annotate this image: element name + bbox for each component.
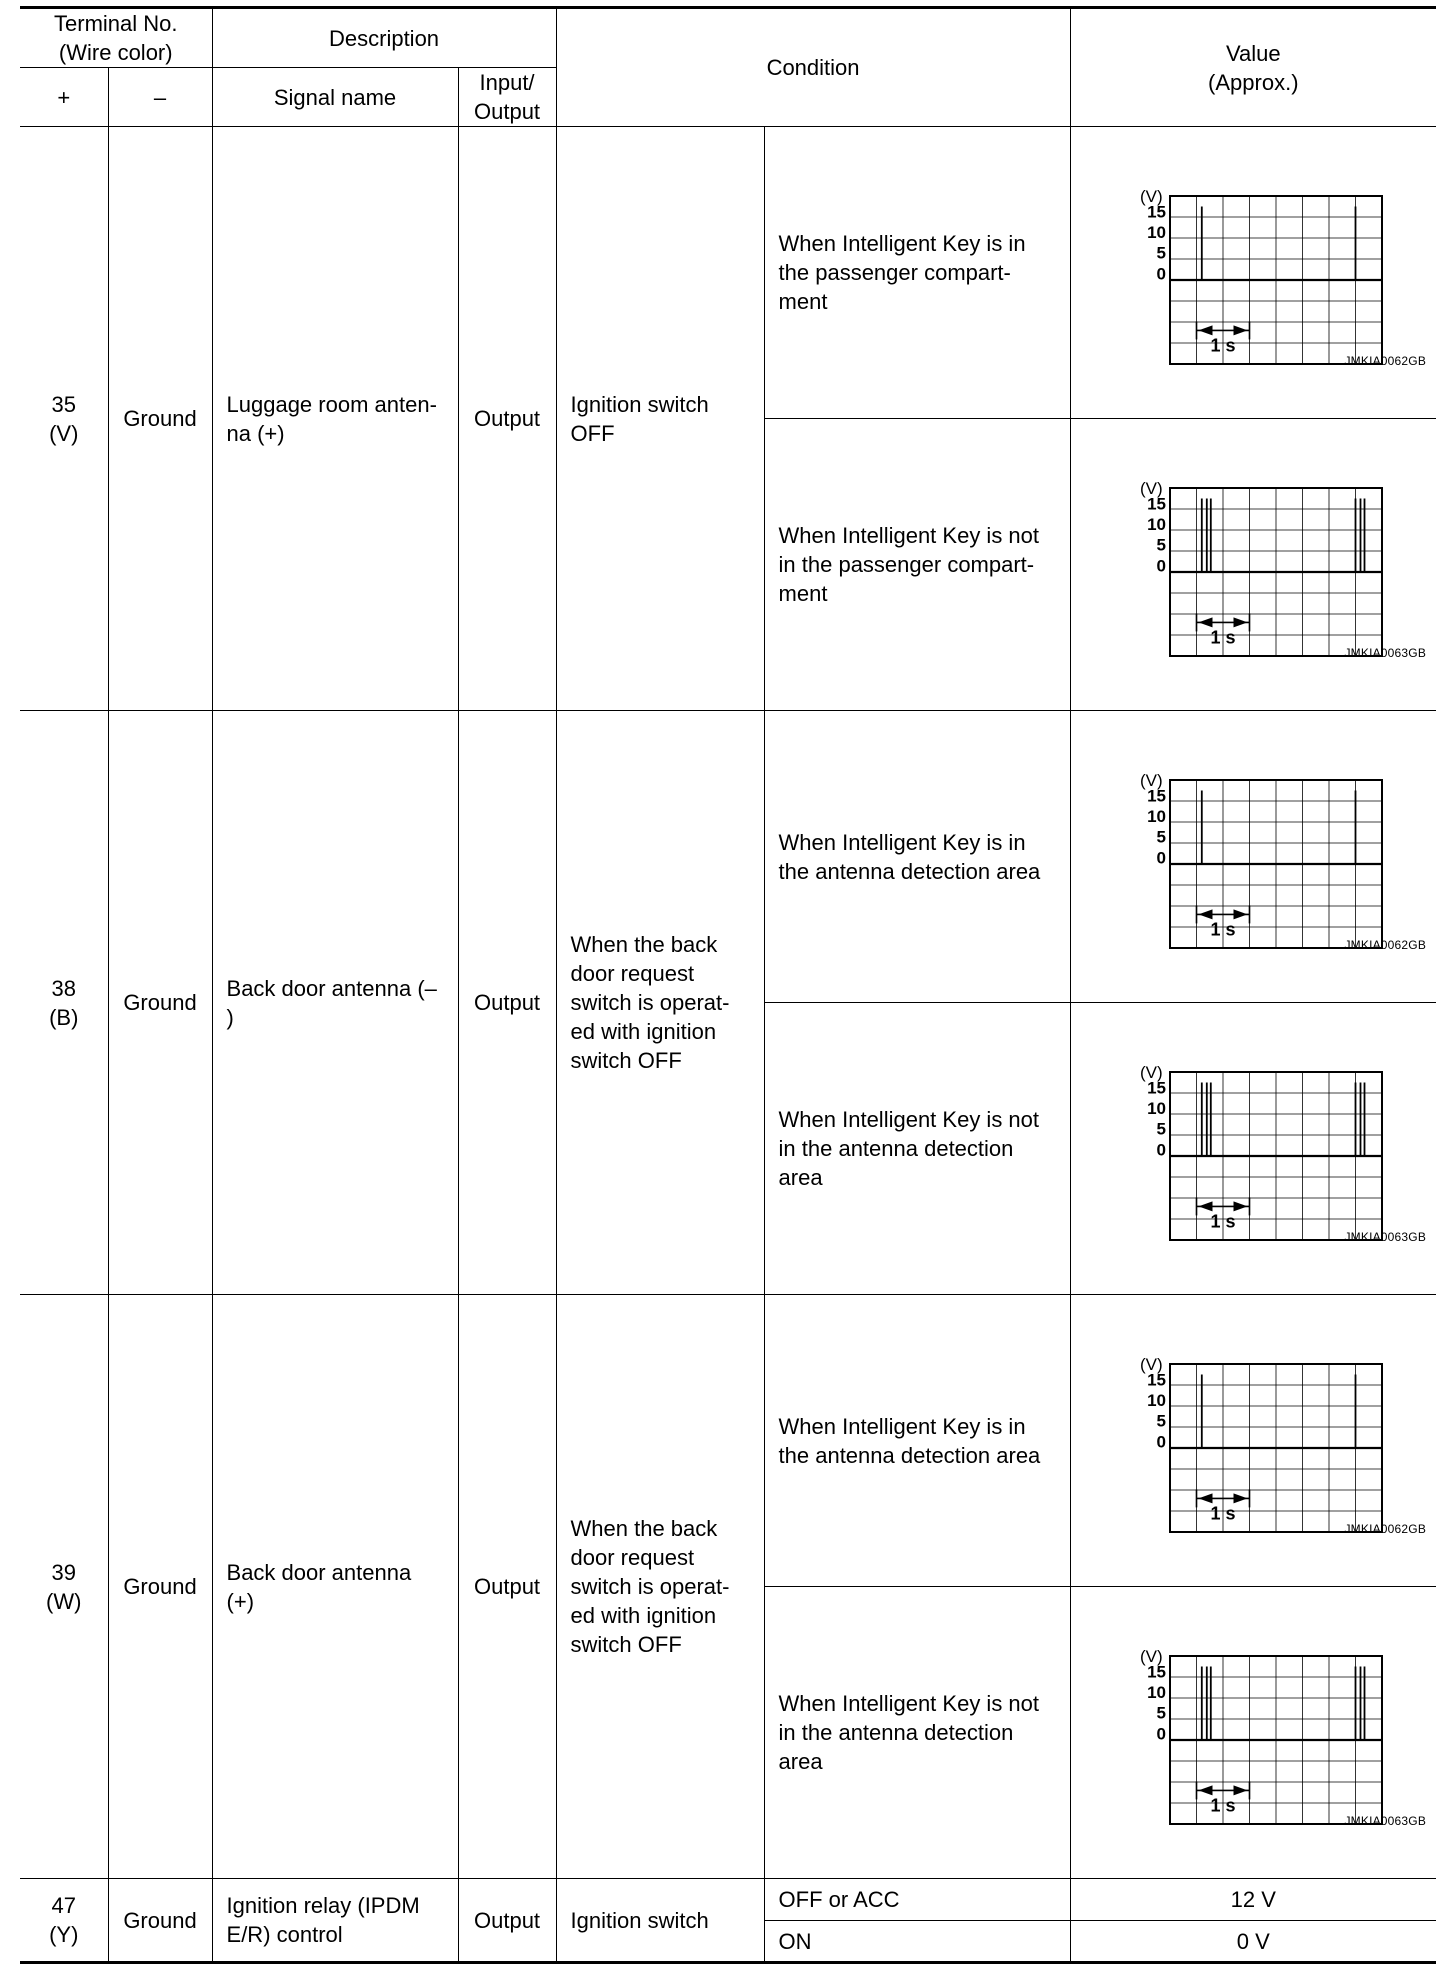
y-tick-label: 10 xyxy=(1147,1390,1167,1410)
waveform-graph xyxy=(1071,1634,1437,1832)
time-arrow-left xyxy=(1199,909,1213,919)
waveform-svg xyxy=(1118,1050,1388,1248)
y-tick-label: 0 xyxy=(1156,1723,1167,1743)
terminal-number: 38 (B) xyxy=(20,711,108,1295)
y-tick-label: 15 xyxy=(1147,1078,1167,1098)
header-plus: + xyxy=(20,68,108,127)
time-arrow-left xyxy=(1199,1201,1213,1211)
figure-code: JMKIA0063GB xyxy=(1344,1814,1427,1828)
waveform-svg xyxy=(1118,758,1388,956)
y-tick-label: 15 xyxy=(1147,786,1167,806)
waveform-cell xyxy=(1070,1587,1436,1879)
y-tick-label: 0 xyxy=(1156,1139,1167,1159)
y-tick-label: 0 xyxy=(1156,263,1167,283)
y-tick-label: 15 xyxy=(1147,202,1167,222)
ground-terminal: Ground xyxy=(108,711,212,1295)
waveform-cell xyxy=(1070,1295,1436,1587)
y-tick-label: 10 xyxy=(1147,1682,1167,1702)
y-tick-label: 15 xyxy=(1147,1662,1167,1682)
waveform-cell xyxy=(1070,419,1436,711)
waveform-graph xyxy=(1071,1342,1437,1540)
time-arrow-right xyxy=(1234,1785,1248,1795)
header-signal-name: Signal name xyxy=(212,68,458,127)
y-tick-label: 5 xyxy=(1156,243,1167,263)
waveform-graph xyxy=(1071,174,1437,372)
condition: Ignition switch xyxy=(556,1879,764,1963)
y-tick-label: 10 xyxy=(1147,1098,1167,1118)
value: 0 V xyxy=(1070,1921,1436,1963)
sub-condition: When Intelligent Key is in the passenger compart- ment xyxy=(764,127,1070,419)
terminal-number: 35 (V) xyxy=(20,127,108,711)
sub-condition: When Intelligent Key is not in the antenna detection area xyxy=(764,1003,1070,1295)
time-label: 1 s xyxy=(1210,918,1236,939)
input-output: Output xyxy=(458,127,556,711)
header-input-output: Input/ Output xyxy=(458,68,556,127)
figure-code: JMKIA0062GB xyxy=(1344,1522,1427,1536)
figure-code: JMKIA0062GB xyxy=(1344,354,1427,368)
waveform-svg xyxy=(1118,1342,1388,1540)
sub-condition: When Intelligent Key is not in the passenger compart- ment xyxy=(764,419,1070,711)
waveform-cell xyxy=(1070,127,1436,419)
signal-name: Luggage room anten- na (+) xyxy=(212,127,458,711)
input-output: Output xyxy=(458,1879,556,1963)
header-minus: – xyxy=(108,68,212,127)
y-tick-label: 5 xyxy=(1156,1119,1167,1139)
y-tick-label: 10 xyxy=(1147,514,1167,534)
y-tick-label: 0 xyxy=(1156,847,1167,867)
terminal-number: 47 (Y) xyxy=(20,1879,108,1963)
signal-name: Back door antenna (– ) xyxy=(212,711,458,1295)
figure-code: JMKIA0063GB xyxy=(1344,1230,1427,1244)
waveform-graph xyxy=(1071,466,1437,664)
terminal-table xyxy=(20,6,1436,1964)
header-terminal: Terminal No. (Wire color) xyxy=(20,8,212,68)
time-arrow-right xyxy=(1234,325,1248,335)
y-tick-label: 15 xyxy=(1147,1370,1167,1390)
axis-unit: (V) xyxy=(1140,186,1163,206)
y-tick-label: 0 xyxy=(1156,555,1167,575)
header-value: Value (Approx.) xyxy=(1070,8,1436,127)
sub-condition: When Intelligent Key is in the antenna detection area xyxy=(764,711,1070,1003)
axis-unit: (V) xyxy=(1140,478,1163,498)
condition: Ignition switch OFF xyxy=(556,127,764,711)
sub-condition: ON xyxy=(764,1921,1070,1963)
time-arrow-right xyxy=(1234,617,1248,627)
figure-code: JMKIA0062GB xyxy=(1344,938,1427,952)
time-arrow-left xyxy=(1199,617,1213,627)
axis-unit: (V) xyxy=(1140,1354,1163,1374)
y-tick-label: 10 xyxy=(1147,806,1167,826)
ground-terminal: Ground xyxy=(108,1879,212,1963)
sub-condition: OFF or ACC xyxy=(764,1879,1070,1921)
condition: When the back door request switch is operat- ed with ignition switch OFF xyxy=(556,711,764,1295)
y-tick-label: 0 xyxy=(1156,1431,1167,1451)
axis-unit: (V) xyxy=(1140,1062,1163,1082)
time-arrow-left xyxy=(1199,1493,1213,1503)
waveform-svg xyxy=(1118,1634,1388,1832)
sub-condition: When Intelligent Key is in the antenna detection area xyxy=(764,1295,1070,1587)
signal-name: Back door antenna (+) xyxy=(212,1295,458,1879)
time-label: 1 s xyxy=(1210,1794,1236,1815)
waveform-cell xyxy=(1070,1003,1436,1295)
waveform-svg xyxy=(1118,174,1388,372)
time-label: 1 s xyxy=(1210,1502,1236,1523)
ground-terminal: Ground xyxy=(108,127,212,711)
axis-unit: (V) xyxy=(1140,1646,1163,1666)
condition: When the back door request switch is operat- ed with ignition switch OFF xyxy=(556,1295,764,1879)
y-tick-label: 15 xyxy=(1147,494,1167,514)
signal-name: Ignition relay (IPDM E/R) control xyxy=(212,1879,458,1963)
value: 12 V xyxy=(1070,1879,1436,1921)
input-output: Output xyxy=(458,711,556,1295)
time-arrow-right xyxy=(1234,1493,1248,1503)
time-arrow-right xyxy=(1234,1201,1248,1211)
figure-code: JMKIA0063GB xyxy=(1344,646,1427,660)
waveform-graph xyxy=(1071,1050,1437,1248)
time-arrow-left xyxy=(1199,1785,1213,1795)
time-arrow-right xyxy=(1234,909,1248,919)
waveform-cell xyxy=(1070,711,1436,1003)
time-arrow-left xyxy=(1199,325,1213,335)
y-tick-label: 10 xyxy=(1147,222,1167,242)
time-label: 1 s xyxy=(1210,626,1236,647)
waveform-svg xyxy=(1118,466,1388,664)
time-label: 1 s xyxy=(1210,1210,1236,1231)
y-tick-label: 5 xyxy=(1156,1703,1167,1723)
waveform-graph xyxy=(1071,758,1437,956)
input-output: Output xyxy=(458,1295,556,1879)
y-tick-label: 5 xyxy=(1156,1411,1167,1431)
header-description: Description xyxy=(212,8,556,68)
y-tick-label: 5 xyxy=(1156,535,1167,555)
sub-condition: When Intelligent Key is not in the antenna detection area xyxy=(764,1587,1070,1879)
header-condition: Condition xyxy=(556,8,1070,127)
ground-terminal: Ground xyxy=(108,1295,212,1879)
time-label: 1 s xyxy=(1210,334,1236,355)
terminal-number: 39 (W) xyxy=(20,1295,108,1879)
y-tick-label: 5 xyxy=(1156,827,1167,847)
axis-unit: (V) xyxy=(1140,770,1163,790)
